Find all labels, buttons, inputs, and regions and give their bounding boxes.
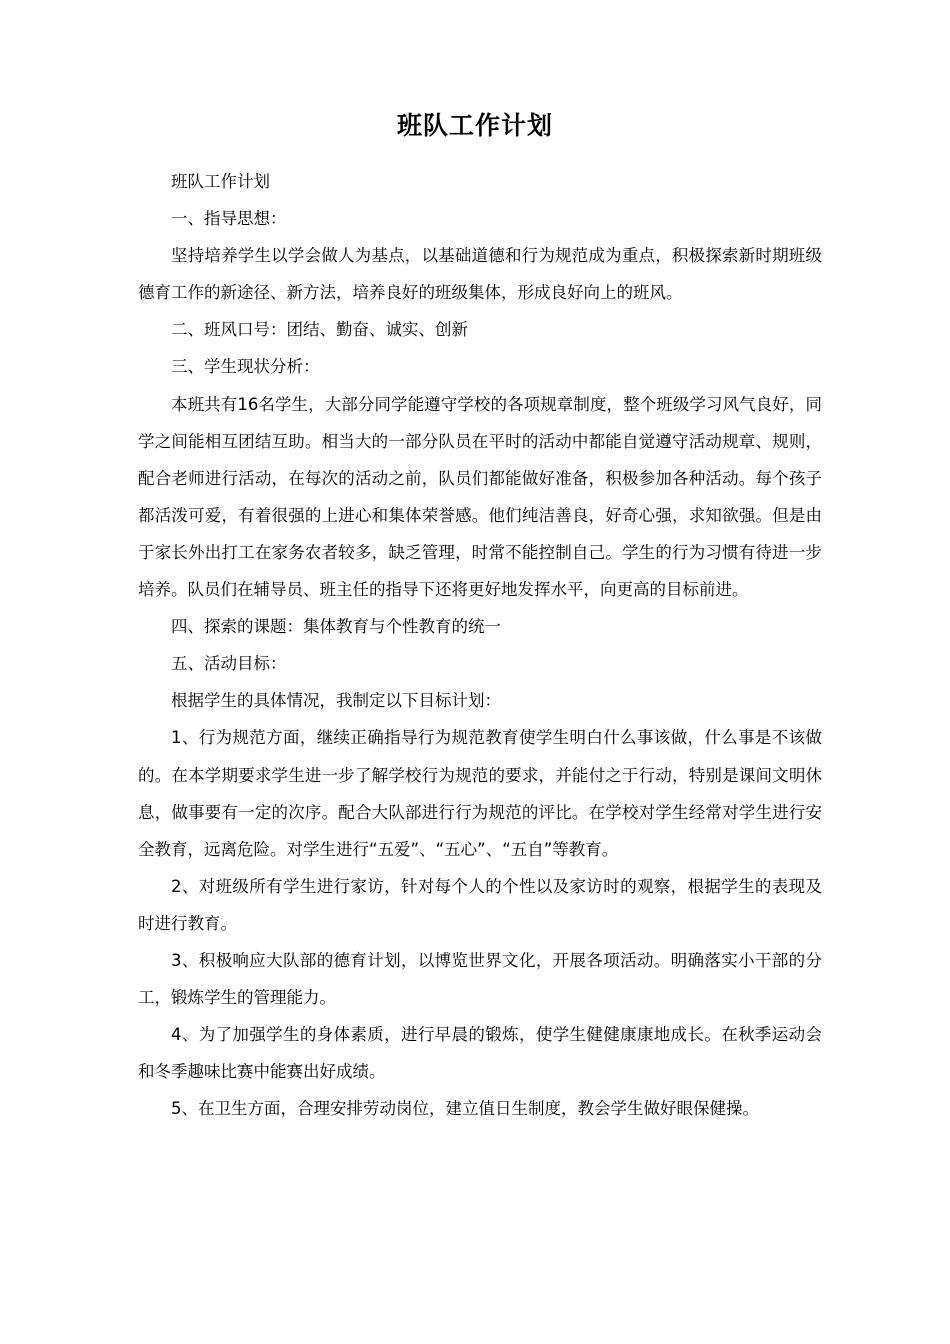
section-heading-guiding-ideology: 一、指导思想： (171, 209, 287, 229)
guiding-ideology-paragraph: 坚持培养学生以学会做人为基点，以基础道德和行为规范成为重点，积极探索新时期班级德育工作的新途径、新方法，培养良好的班级集体，形成良好向上的班风。 (138, 246, 822, 303)
section-heading-class-motto: 二、班风口号：团结、勤奋、诚实、创新 (171, 320, 468, 340)
goal-item-5: 5、在卫生方面，合理安排劳动岗位，建立值日生制度，教会学生做好眼保健操。 (171, 1099, 759, 1119)
goal-item-2: 2、对班级所有学生进行家访，针对每个人的个性以及家访时的观察，根据学生的表现及时进行教育。 (138, 876, 822, 933)
document-title: 班队工作计划 (396, 111, 553, 140)
goal-item-4: 4、为了加强学生的身体素质，进行早晨的锻炼，使学生健健康康地成长。在秋季运动会和冬季趣味比赛中能赛出好成绩。 (138, 1025, 822, 1082)
goal-item-3: 3、积极响应大队部的德育计划，以博览世界文化，开展各项活动。明确落实小干部的分工，锻炼学生的管理能力。 (138, 950, 822, 1008)
subtitle-paragraph: 班队工作计划 (171, 172, 270, 191)
section-heading-research-topic: 四、探索的课题：集体教育与个性教育的统一 (171, 617, 501, 637)
section-heading-activity-goals: 五、活动目标： (171, 654, 287, 674)
goal-item-1: 1、行为规范方面，继续正确指导行为规范教育使学生明白什么事该做，什么事是不该做的。在本学期要求学生进一步了解学校行为规范的要求，并能付之于行动，特别是课间文明休息，做事要有一定的次序。配合大队部进行行为规范的评比。在学校对学生经常对学生进行安全教育，远离危险。对学生进行“五爱”、“五心”、“五自”等教育。 (138, 728, 822, 859)
section-heading-student-analysis: 三、学生现状分析： (171, 357, 320, 377)
student-analysis-paragraph: 本班共有16名学生，大部分同学能遵守学校的各项规章制度，整个班级学习风气良好，同学之间能相互团结互助。相当大的一部分队员在平时的活动中都能自觉遵守活动规章、规则，配合老师进行活动，在每次的活动之前，队员们都能做好准备，积极参加各种活动。每个孩子都活泼可爱，有着很强的上进心和集体荣誉感。他们纯洁善良，好奇心强，求知欲强。但是由于家长外出打工在家务农者较多，缺乏管理，时常不能控制自己。学生的行为习惯有待进一步培养。队员们在辅导员、班主任的指导下还将更好地发挥水平，向更高的目标前进。 (138, 394, 822, 600)
document-body (138, 163, 822, 1127)
goals-intro-paragraph: 根据学生的具体情况，我制定以下目标计划： (171, 691, 501, 711)
